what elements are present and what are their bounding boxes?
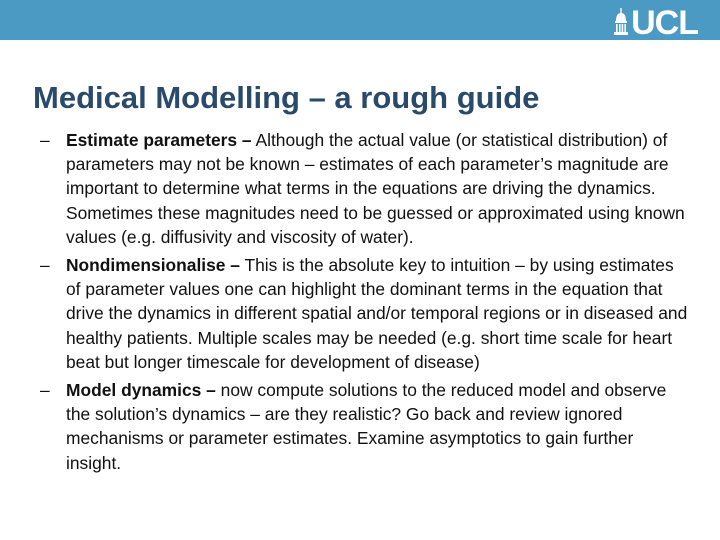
ucl-logo-text: UCL xyxy=(631,4,698,42)
bullet-marker: – xyxy=(40,130,50,150)
bullet-term: Nondimensionalise – xyxy=(66,255,240,276)
header-bar xyxy=(0,0,720,40)
bullet-text: Although the actual value (or statistical distribution) of parameters may not be known – estimates of each parameter’s magnitude are important to determine what terms in the equations are driving the dynamics. Sometimes these magnitudes need to be guessed or approximated using known values (e.g. diffusivity and viscosity of water). xyxy=(66,130,685,247)
ucl-logo xyxy=(613,6,698,40)
bullet-term: Estimate parameters – xyxy=(66,130,252,150)
bullet-marker: – xyxy=(40,380,50,401)
bullet-list xyxy=(32,128,692,479)
bullet-nondimensionalise xyxy=(32,253,692,374)
bullet-text: This is the absolute key to intuition – by using estimates of parameter values one can highlight the dominant terms in the equation that drive the dynamics in different spatial and/or temporal regions or in diseased and healthy patients. Multiple scales may be needed (e.g. short time scale for heart beat but longer timescale for development of disease) xyxy=(66,255,688,372)
bullet-term: Model dynamics – xyxy=(66,380,216,401)
ucl-dome-icon xyxy=(613,8,629,38)
slide-title: Medical Modelling – a rough guide xyxy=(33,80,540,115)
bullet-text: now compute solutions to the reduced model and observe the solution’s dynamics – are they realistic? Go back and review ignored mechanisms or parameter estimates. Examine asymptotics to gain further insight. xyxy=(66,380,667,473)
bullet-estimate-parameters xyxy=(32,128,692,249)
bullet-model-dynamics xyxy=(32,378,692,475)
bullet-marker: – xyxy=(40,255,50,276)
